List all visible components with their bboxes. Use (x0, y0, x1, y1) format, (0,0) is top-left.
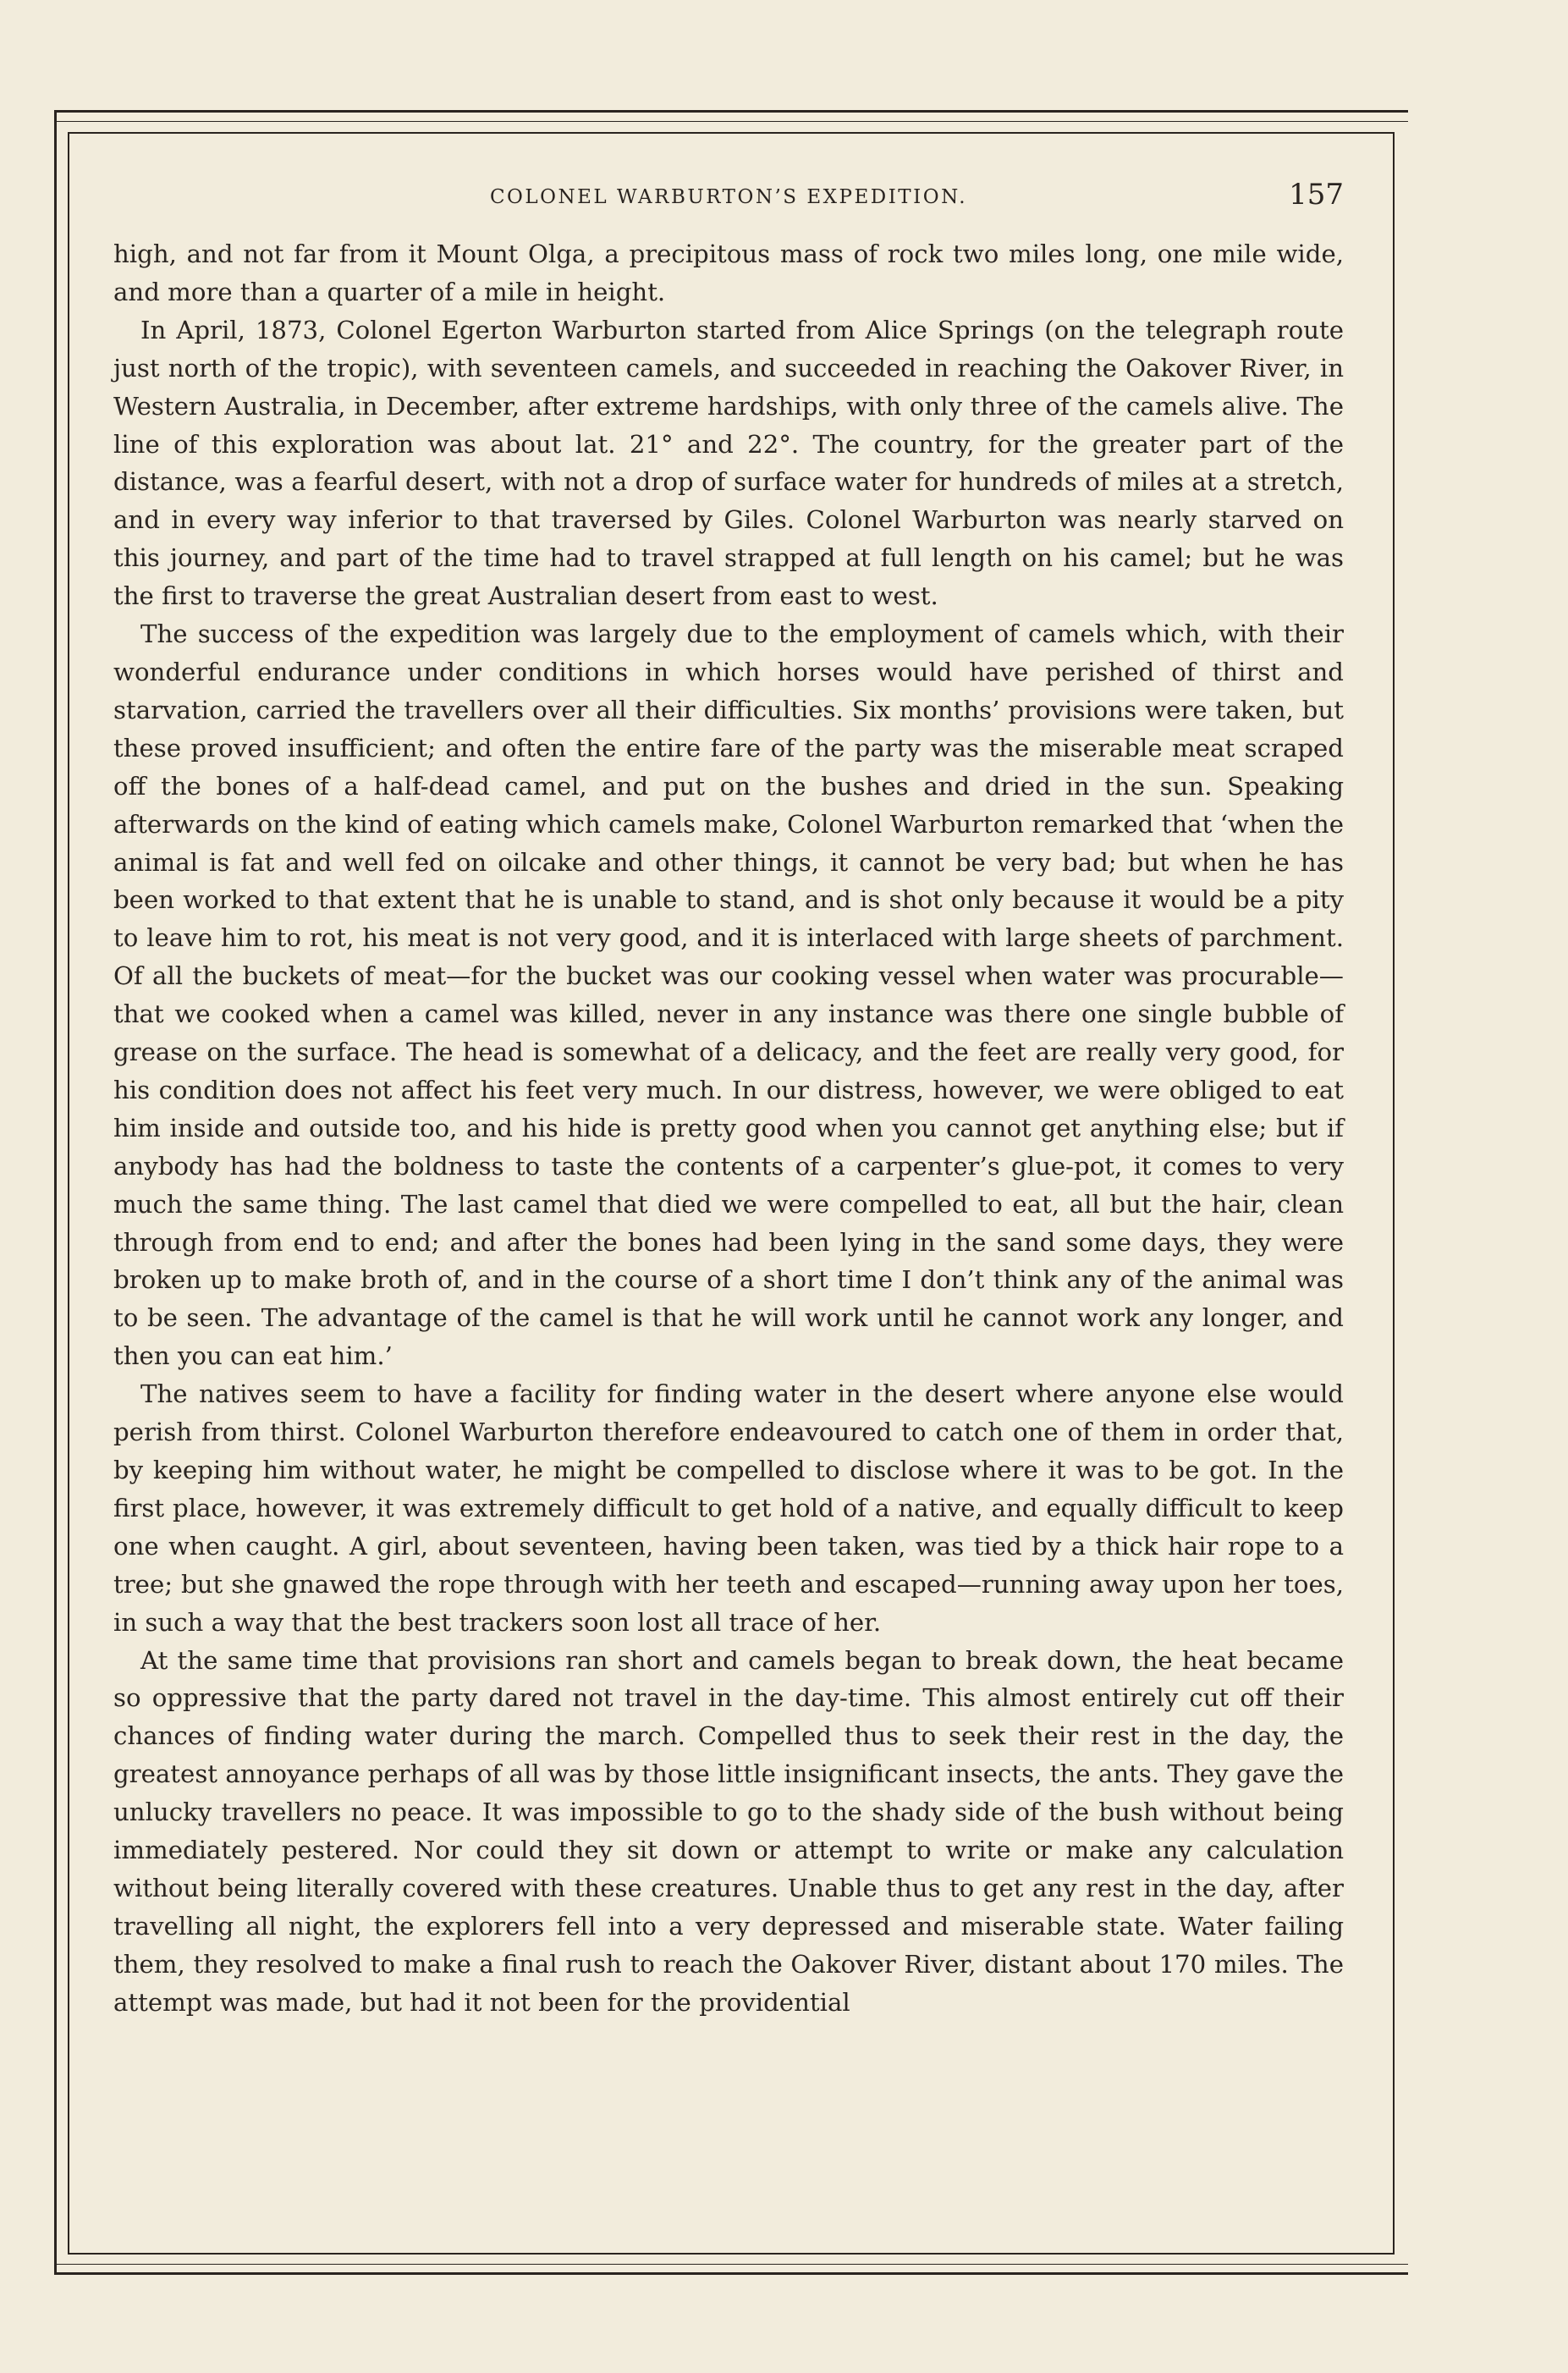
running-head (113, 178, 1344, 222)
page-number: 157 (1289, 178, 1344, 212)
body-text (113, 235, 1344, 2022)
page-border-rule-bottom (54, 2264, 1408, 2265)
paragraph-heat-and-ants: At the same time that provisions ran short and camels began to break down, the heat became so oppressive that the party dared not travel in the day-time. This almost entirely cut off their chances of finding water during the march. Compelled thus to seek their rest in the day, the greatest annoyance perhaps of all was by those little insignificant insects, the ants. They gave the unlucky travellers no peace. It was impossible to go to the shady side of the bush without being immediately pestered. Nor could they sit down or attempt to write or make any calculation without being literally covered with these creatures. Unable thus to get any rest in the day, after travelling all night, the explorers fell into a very depressed and miserable state. Water failing them, they resolved to make a final rush to reach the Oakover River, distant about 170 miles. The attempt was made, but had it not been for the providential (113, 1645, 1344, 2017)
paragraph-camels: The success of the expedition was largely due to the employment of camels which, with their wonderful endurance under conditions in which horses would have perished of thirst and starvation, carried the travellers over all their difficulties. Six months’ provisions were taken, but these proved insufficient; and often the entire fare of the party was the miserable meat scraped off the bones of a half-dead camel, and put on the bushes and dried in the sun. Speaking afterwards on the kind of eating which camels make, Colonel Warburton remarked that ‘when the animal is fat and well fed on oilcake and other things, it cannot be very bad; but when he has been worked to that extent that he is unable to stand, and is shot only because it would be a pity to leave him to rot, his meat is not very good, and it is interlaced with large sheets of parchment. Of all the buckets of meat—for the bucket was our cooking vessel when water was procurable—that we cooked when a camel was killed, never in any instance was there one single bubble of grease on the surface. The head is somewhat of a delicacy, and the feet are really very good, for his condition does not affect his feet very much. In our distress, however, we were obliged to eat him inside and outside too, and his hide is pretty good when you cannot get anything else; but if anybody has had the boldness to taste the contents of a carpenter’s glue-pot, it comes to very much the same thing. The last camel that died we were compelled to eat, all but the hair, clean through from end to end; and after the bones had been lying in the sand some days, they were broken up to make broth of, and in the course of a short time I don’t think any of the animal was to be seen. The advantage of the camel is that he will work until he cannot work any longer, and then you can eat him.’ (113, 619, 1344, 1371)
paragraph-natives: The natives seem to have a facility for finding water in the desert where anyone else would perish from thirst. Colonel Warburton therefore endeavoured to catch one of them in order that, by keeping him without water, he might be compelled to disclose where it was to be got. In the first place, however, it was extremely difficult to get hold of a native, and equally difficult to keep one when caught. A girl, about seventeen, having been taken, was tied by a thick hair rope to a tree; but she gnawed the rope through with her teeth and escaped—running away upon her toes, in such a way that the best trackers soon lost all trace of her. (113, 1379, 1344, 1637)
paragraph-continuation: high, and not far from it Mount Olga, a precipitous mass of rock two miles long, one mile wide, and more than a quarter of a mile in height. (113, 240, 1344, 306)
page-border-rule-top (54, 121, 1408, 122)
paragraph-warburton-journey: In April, 1873, Colonel Egerton Warburton started from Alice Springs (on the telegraph route just north of the tropic), with seventeen camels, and succeeded in reaching the Oakover River, in Western Australia, in December, after extreme hardships, with only three of the camels alive. The line of this exploration was about lat. 21° and 22°. The country, for the greater part of the distance, was a fearful desert, with not a drop of surface water for hundreds of miles at a stretch, and in every way inferior to that traversed by Giles. Colonel Warburton was nearly starved on this journey, and part of the time had to travel strapped at full length on his camel; but he was the first to traverse the great Australian desert from east to west. (113, 315, 1344, 611)
running-title: COLONEL WARBURTON’S EXPEDITION. (489, 186, 968, 208)
